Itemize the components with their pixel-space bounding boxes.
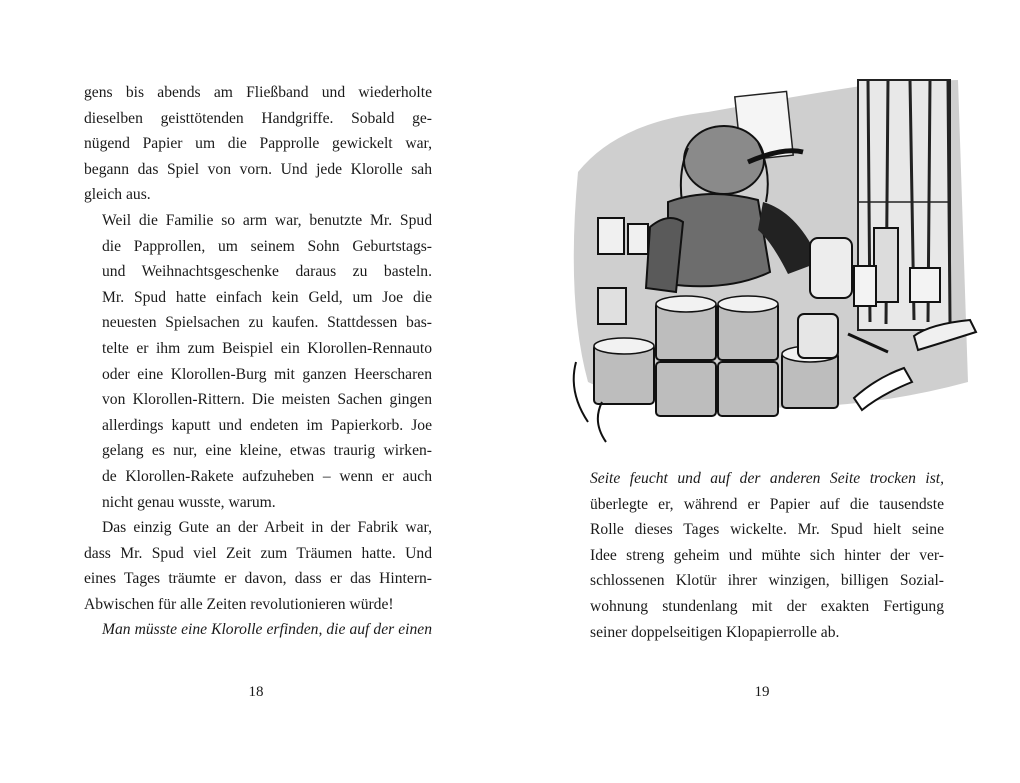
text-line: neuesten Spielsachen zu kaufen. Stattdessen bas- bbox=[102, 314, 432, 332]
text-line: Das einzig Gute an der Arbeit in der Fabrik war, bbox=[102, 519, 432, 537]
text-line: telte er ihm zum Beispiel ein Klorollen-Rennauto bbox=[102, 339, 432, 357]
right-page-text bbox=[590, 466, 944, 645]
text-line: gens bis abends am Fließband und wiederholte bbox=[84, 84, 432, 101]
text-line: allerdings kaputt und endeten im Papierkorb. Joe bbox=[102, 416, 432, 434]
text-line: von Klorollen-Rittern. Die meisten Sachen gingen bbox=[102, 391, 432, 409]
text-line-italic: Seite feucht und auf der anderen Seite trocken ist, bbox=[590, 470, 944, 487]
text-line: de Klorollen-Rakete aufzuheben – wenn er auch bbox=[102, 467, 432, 485]
text-line: schlossenen Klotür ihrer winzigen, billigen Sozial- bbox=[590, 572, 944, 590]
page-number: 18 bbox=[248, 684, 264, 700]
text-line: nügend Papier um die Papprolle gewickelt war, bbox=[84, 135, 432, 153]
text-line: überlegte er, während er Papier auf die tausendste bbox=[590, 495, 944, 513]
text-line: Idee streng geheim und mühte sich hinter der ver- bbox=[590, 546, 944, 564]
text-line: dieselben geisttötenden Handgriffe. Sobald ge- bbox=[84, 109, 432, 127]
text-line: oder eine Klorollen-Burg mit ganzen Heerscharen bbox=[102, 365, 432, 383]
text-line: nicht genau wusste, warum. bbox=[102, 493, 276, 511]
text-line: gelang es nur, eine kleine, etwas traurig wirken- bbox=[102, 442, 432, 460]
text-line: dass Mr. Spud viel Zeit zum Träumen hatte. Und bbox=[84, 544, 432, 562]
text-line-italic: Man müsste eine Klorolle erfinden, die auf der einen bbox=[102, 621, 432, 639]
text-line: seiner doppelseitigen Klopapierrolle ab. bbox=[590, 623, 840, 641]
left-page-text bbox=[84, 80, 432, 643]
text-line: Mr. Spud hatte einfach kein Geld, um Joe die bbox=[102, 288, 432, 306]
text-line: wohnung stundenlang mit der exakten Fertigung bbox=[590, 597, 944, 615]
text-line: die Papprollen, um seinem Sohn Geburtstags- bbox=[102, 237, 432, 255]
right-page bbox=[510, 0, 1020, 783]
text-line: eines Tages träumte er davon, dass er das Hintern- bbox=[84, 570, 432, 588]
text-line: gleich aus. bbox=[84, 186, 151, 204]
text-line: Weil die Familie so arm war, benutzte Mr. Spud bbox=[102, 211, 432, 229]
text-line: Rolle dieses Tages wickelte. Mr. Spud hielt seine bbox=[590, 521, 944, 539]
text-line: begann das Spiel von vorn. Und jede Klorolle sah bbox=[84, 160, 432, 178]
text-line: und Weihnachtsgeschenke daraus zu basteln. bbox=[102, 263, 432, 281]
page-number: 19 bbox=[754, 684, 770, 700]
illustration bbox=[558, 52, 990, 450]
text-line: Abwischen für alle Zeiten revolutionieren würde! bbox=[84, 595, 394, 613]
